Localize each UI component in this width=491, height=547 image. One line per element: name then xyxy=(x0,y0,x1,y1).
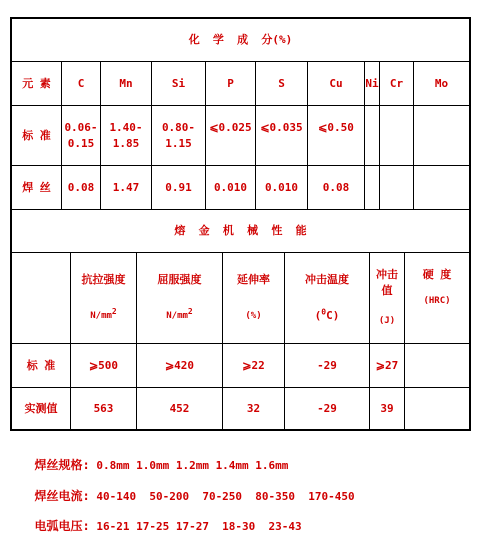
arc-voltage-label: 电弧电压: xyxy=(34,519,90,533)
mech-actual-tensile: 563 xyxy=(93,401,114,415)
std-s: ⩽0.035 xyxy=(260,120,303,134)
header-s: S xyxy=(278,76,285,90)
std-mn-line1: 1.40- xyxy=(109,120,143,134)
header-ni: Ni xyxy=(365,76,379,90)
header-tensile-name: 抗拉强度 xyxy=(81,273,126,287)
header-impact-temp xyxy=(285,253,369,343)
header-cu: Cu xyxy=(329,76,343,90)
header-hardness-name: 硬 度 xyxy=(422,268,452,281)
std-c xyxy=(62,106,100,165)
std-cu: ⩽0.50 xyxy=(318,120,354,134)
mech-actual-elongation: 32 xyxy=(246,401,261,415)
std-si-line2: 1.15 xyxy=(165,136,192,150)
std-mn-line2: 1.85 xyxy=(112,136,140,150)
header-impact-value xyxy=(370,253,404,343)
mech-actual-impact-temp: -29 xyxy=(317,401,337,415)
wire-spec-label: 焊丝规格: xyxy=(34,458,90,472)
border-bottom xyxy=(10,429,471,431)
header-elongation-unit: (%) xyxy=(245,310,262,321)
header-p: P xyxy=(227,76,234,90)
wire-mn: 1.47 xyxy=(112,180,140,194)
mech-std-impact-temp: -29 xyxy=(317,358,337,372)
header-hardness xyxy=(405,253,469,343)
wire-label: 焊 丝 xyxy=(22,180,51,194)
wire-current-label: 焊丝电流: xyxy=(34,489,90,503)
wire-c: 0.08 xyxy=(67,180,95,194)
std-c-line1: 0.06- xyxy=(64,120,98,134)
mech-std-yield: ⩾420 xyxy=(164,358,195,372)
header-impact-value-name: 冲击 值 xyxy=(376,268,398,297)
header-mn: Mn xyxy=(119,76,133,90)
std-si-line1: 0.80- xyxy=(161,120,196,134)
mech-std-label: 标 准 xyxy=(26,358,56,372)
header-impact-temp-unit: ($^0$C) xyxy=(314,307,340,322)
mech-std-tensile: ⩾500 xyxy=(88,358,119,372)
header-cr: Cr xyxy=(389,76,404,90)
header-yield xyxy=(137,253,222,343)
mech-actual-impact-value: 39 xyxy=(380,401,394,415)
wire-s: 0.010 xyxy=(264,180,299,194)
header-yield-unit: $N/mm^2$ xyxy=(166,306,193,321)
mech-actual-label: 实测值 xyxy=(24,401,58,415)
wire-current-value: 40-140 50-200 70-250 80-350 170-450 xyxy=(89,490,355,503)
header-elongation xyxy=(223,253,284,343)
chemical-composition-title: 化 学 成 分(%) xyxy=(188,33,293,46)
header-impact-temp-name: 冲击温度 xyxy=(305,273,349,287)
header-si: Si xyxy=(171,76,186,90)
mechanical-properties-title: 熔 金 机 械 性 能 xyxy=(174,224,307,237)
header-tensile xyxy=(71,253,136,343)
border-right xyxy=(469,17,471,431)
std-si xyxy=(152,106,205,165)
wire-cu: 0.08 xyxy=(322,180,350,194)
mech-std-impact-value: ⩾27 xyxy=(375,358,399,372)
header-tensile-unit: $N/mm^2$ xyxy=(90,306,117,321)
mech-actual-yield: 452 xyxy=(169,401,190,415)
header-yield-name: 屈服强度 xyxy=(157,273,202,287)
std-label: 标 准 xyxy=(22,128,51,142)
std-c-line2: 0.15 xyxy=(67,136,95,150)
mech-std-elongation: ⩾22 xyxy=(242,358,265,372)
header-impact-value-unit: (J) xyxy=(378,316,396,326)
header-element: 元 素 xyxy=(22,76,51,90)
header-c: C xyxy=(77,76,85,90)
std-mn xyxy=(101,106,151,165)
wire-p: 0.010 xyxy=(213,180,248,194)
wire-spec-value: 0.8mm 1.0mm 1.2mm 1.4mm 1.6mm xyxy=(89,459,289,472)
header-elongation-name: 延伸率 xyxy=(237,273,270,287)
wire-si: 0.91 xyxy=(165,180,192,194)
std-p: ⩽0.025 xyxy=(209,120,252,134)
header-hardness-unit: (HRC) xyxy=(423,296,451,306)
arc-voltage-value: 16-21 17-25 17-27 18-30 23-43 xyxy=(89,520,302,533)
header-mo: Mo xyxy=(434,76,449,90)
